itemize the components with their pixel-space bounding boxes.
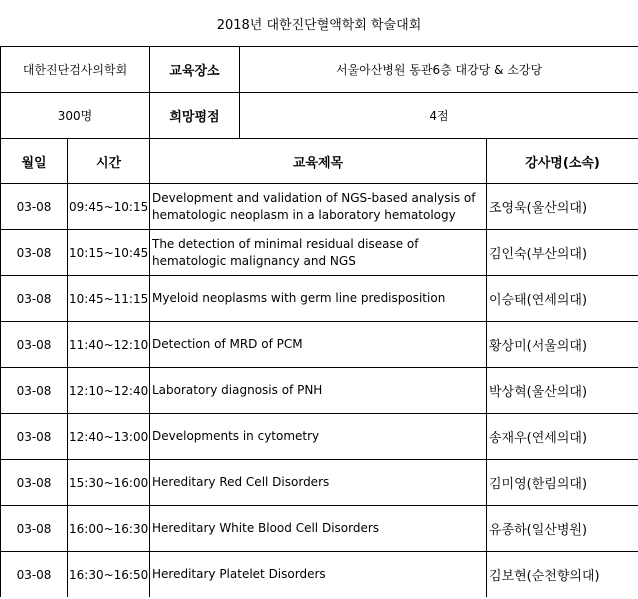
row-speaker: 조영욱(울산의대) [487, 184, 638, 230]
row-speaker: 박상혁(울산의대) [487, 368, 638, 414]
capacity-cell: 300명 [1, 93, 150, 139]
points-label: 희망평점 [150, 93, 240, 139]
row-topic: Hereditary White Blood Cell Disorders [150, 506, 487, 552]
row-time: 11:40~12:10 [68, 322, 150, 368]
row-topic: Hereditary Platelet Disorders [150, 552, 487, 598]
header-time: 시간 [68, 139, 150, 184]
header-speaker: 강사명(소속) [487, 139, 638, 184]
header-date: 월일 [1, 139, 68, 184]
table-row [1, 506, 638, 552]
society-cell: 대한진단검사의학회 [1, 47, 150, 93]
row-date: 03-08 [1, 552, 68, 598]
header-row [1, 139, 638, 184]
table-row [1, 230, 638, 276]
row-speaker: 김인숙(부산의대) [487, 230, 638, 276]
row-topic: Laboratory diagnosis of PNH [150, 368, 487, 414]
row-date: 03-08 [1, 230, 68, 276]
venue-label: 교육장소 [150, 47, 240, 93]
row-speaker: 유종하(일산병원) [487, 506, 638, 552]
points-value: 4점 [240, 93, 638, 139]
table-row [1, 276, 638, 322]
table-row [1, 552, 638, 598]
row-date: 03-08 [1, 506, 68, 552]
row-speaker: 황상미(서울의대) [487, 322, 638, 368]
row-date: 03-08 [1, 276, 68, 322]
table-row [1, 460, 638, 506]
document-title: 2018년 대한진단혈액학회 학술대회 [216, 17, 422, 33]
row-date: 03-08 [1, 184, 68, 230]
table-row [1, 184, 638, 230]
row-time: 16:00~16:30 [68, 506, 150, 552]
row-speaker: 김보현(순천향의대) [487, 552, 638, 598]
row-time: 09:45~10:15 [68, 184, 150, 230]
row-speaker: 김미영(한림의대) [487, 460, 638, 506]
info-row-points [1, 93, 638, 139]
row-time: 12:40~13:00 [68, 414, 150, 460]
row-date: 03-08 [1, 414, 68, 460]
row-time: 10:45~11:15 [68, 276, 150, 322]
row-time: 10:15~10:45 [68, 230, 150, 276]
table-row [1, 414, 638, 460]
row-time: 16:30~16:50 [68, 552, 150, 598]
row-topic: Developments in cytometry [150, 414, 487, 460]
row-topic: Development and validation of NGS-based analysis of hematologic neoplasm in a laboratory hematology [150, 184, 487, 230]
schedule-table [0, 46, 638, 597]
table-row [1, 368, 638, 414]
row-speaker: 송재우(연세의대) [487, 414, 638, 460]
row-date: 03-08 [1, 460, 68, 506]
row-time: 12:10~12:40 [68, 368, 150, 414]
row-topic: Hereditary Red Cell Disorders [150, 460, 487, 506]
table-row [1, 322, 638, 368]
header-topic: 교육제목 [150, 139, 487, 184]
row-topic: The detection of minimal residual disease of hematologic malignancy and NGS [150, 230, 487, 276]
row-topic: Myeloid neoplasms with germ line predisposition [150, 276, 487, 322]
row-date: 03-08 [1, 322, 68, 368]
row-topic: Detection of MRD of PCM [150, 322, 487, 368]
row-time: 15:30~16:00 [68, 460, 150, 506]
venue-value: 서울아산병원 동관6층 대강당 & 소강당 [240, 47, 638, 93]
row-speaker: 이승태(연세의대) [487, 276, 638, 322]
info-row-venue [1, 47, 638, 93]
row-date: 03-08 [1, 368, 68, 414]
